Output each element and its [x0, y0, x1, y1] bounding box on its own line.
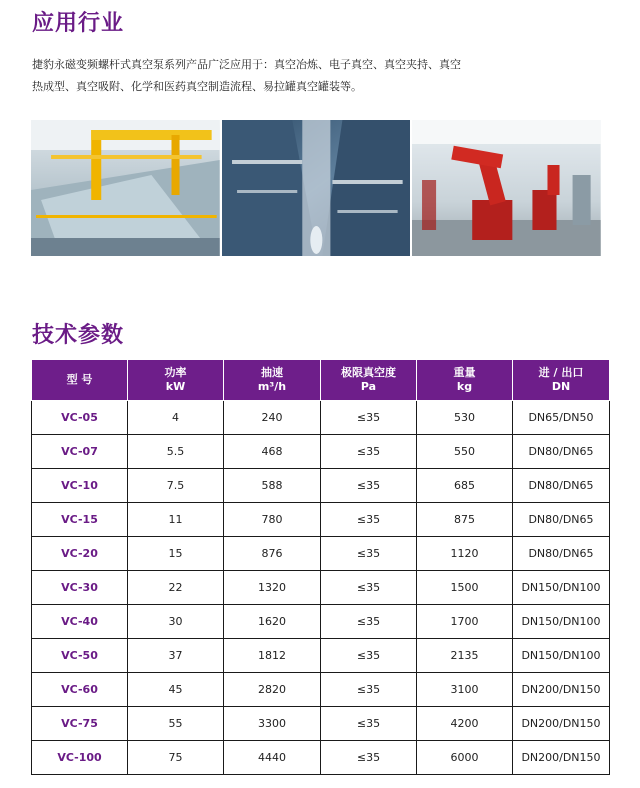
section-title-applications: 应用行业 — [32, 11, 125, 36]
port-cell: DN80/DN65 — [513, 469, 610, 503]
table-row — [32, 741, 610, 775]
applications-intro — [32, 54, 472, 98]
port-cell: DN65/DN50 — [513, 401, 610, 435]
table-row — [32, 469, 610, 503]
column-header — [513, 360, 610, 401]
vacuum-cell: ≤35 — [321, 537, 417, 571]
speed-cell: 780 — [224, 503, 321, 537]
intro-line-1: 捷豹永磁变频螺杆式真空泵系列产品广泛应用于：真空冶炼、电子真空、真空夹持、真空 — [32, 58, 461, 71]
model-cell: VC-50 — [32, 639, 128, 673]
column-header — [32, 360, 128, 401]
port-cell: DN150/DN100 — [513, 571, 610, 605]
weight-cell: 875 — [417, 503, 513, 537]
model-cell: VC-75 — [32, 707, 128, 741]
weight-cell: 1700 — [417, 605, 513, 639]
model-cell: VC-07 — [32, 435, 128, 469]
speed-cell: 1620 — [224, 605, 321, 639]
port-cell: DN150/DN100 — [513, 639, 610, 673]
power-cell: 30 — [128, 605, 224, 639]
port-cell: DN200/DN150 — [513, 741, 610, 775]
model-cell: VC-40 — [32, 605, 128, 639]
column-header-label: 重量 — [453, 366, 476, 379]
speed-cell: 2820 — [224, 673, 321, 707]
port-cell: DN80/DN65 — [513, 435, 610, 469]
power-cell: 4 — [128, 401, 224, 435]
intro-line-2: 热成型、真空吸附、化学和医药真空制造流程、易拉罐真空罐装等。 — [32, 80, 362, 93]
model-cell: VC-100 — [32, 741, 128, 775]
vacuum-cell: ≤35 — [321, 435, 417, 469]
weight-cell: 530 — [417, 401, 513, 435]
speed-cell: 4440 — [224, 741, 321, 775]
model-cell: VC-15 — [32, 503, 128, 537]
vacuum-cell: ≤35 — [321, 401, 417, 435]
column-header — [321, 360, 417, 401]
table-row — [32, 707, 610, 741]
model-cell: VC-10 — [32, 469, 128, 503]
column-header-label: 型 号 — [66, 373, 93, 386]
model-cell: VC-60 — [32, 673, 128, 707]
table-row — [32, 639, 610, 673]
glass-production-line-photo — [31, 120, 220, 256]
vacuum-cell: ≤35 — [321, 673, 417, 707]
vacuum-cell: ≤35 — [321, 741, 417, 775]
power-cell: 37 — [128, 639, 224, 673]
weight-cell: 3100 — [417, 673, 513, 707]
speed-cell: 876 — [224, 537, 321, 571]
red-industrial-robot-photo — [412, 120, 601, 256]
column-header — [417, 360, 513, 401]
vacuum-cell: ≤35 — [321, 469, 417, 503]
power-cell: 11 — [128, 503, 224, 537]
vacuum-cell: ≤35 — [321, 707, 417, 741]
column-header-label: 抽速 — [261, 366, 283, 379]
weight-cell: 685 — [417, 469, 513, 503]
weight-cell: 550 — [417, 435, 513, 469]
speed-cell: 1812 — [224, 639, 321, 673]
vacuum-cell: ≤35 — [321, 639, 417, 673]
column-header-unit: DN — [551, 380, 571, 393]
table-row — [32, 503, 610, 537]
port-cell: DN80/DN65 — [513, 503, 610, 537]
column-header-unit: kg — [456, 380, 473, 393]
table-row — [32, 605, 610, 639]
power-cell: 75 — [128, 741, 224, 775]
section-title-specs: 技术参数 — [32, 323, 125, 348]
port-cell: DN200/DN150 — [513, 707, 610, 741]
power-cell: 22 — [128, 571, 224, 605]
column-header — [224, 360, 321, 401]
speed-cell: 240 — [224, 401, 321, 435]
model-cell: VC-05 — [32, 401, 128, 435]
speed-cell: 588 — [224, 469, 321, 503]
column-header-label: 功率 — [164, 366, 187, 379]
speed-cell: 1320 — [224, 571, 321, 605]
table-row — [32, 435, 610, 469]
weight-cell: 6000 — [417, 741, 513, 775]
vacuum-cell: ≤35 — [321, 571, 417, 605]
port-cell: DN200/DN150 — [513, 673, 610, 707]
table-row — [32, 673, 610, 707]
model-cell: VC-30 — [32, 571, 128, 605]
column-header-label: 极限真空度 — [341, 366, 396, 379]
table-row — [32, 401, 610, 435]
spec-table-body — [32, 401, 610, 775]
column-header-unit: m³/h — [257, 380, 287, 393]
weight-cell: 1500 — [417, 571, 513, 605]
table-row — [32, 537, 610, 571]
weight-cell: 4200 — [417, 707, 513, 741]
column-header-label: 进 / 出口 — [538, 366, 584, 379]
power-cell: 45 — [128, 673, 224, 707]
speed-cell: 3300 — [224, 707, 321, 741]
power-cell: 5.5 — [128, 435, 224, 469]
column-header-unit: kW — [165, 380, 186, 393]
industrial-vacuum-vessel-photo — [222, 120, 411, 256]
spec-table-header — [32, 360, 610, 401]
port-cell: DN80/DN65 — [513, 537, 610, 571]
vacuum-cell: ≤35 — [321, 503, 417, 537]
power-cell: 7.5 — [128, 469, 224, 503]
model-cell: VC-20 — [32, 537, 128, 571]
weight-cell: 1120 — [417, 537, 513, 571]
column-header — [128, 360, 224, 401]
port-cell: DN150/DN100 — [513, 605, 610, 639]
weight-cell: 2135 — [417, 639, 513, 673]
table-row — [32, 571, 610, 605]
speed-cell: 468 — [224, 435, 321, 469]
vacuum-cell: ≤35 — [321, 605, 417, 639]
application-photos — [31, 120, 601, 256]
power-cell: 55 — [128, 707, 224, 741]
column-header-unit: Pa — [360, 380, 377, 393]
spec-table — [31, 359, 610, 775]
power-cell: 15 — [128, 537, 224, 571]
